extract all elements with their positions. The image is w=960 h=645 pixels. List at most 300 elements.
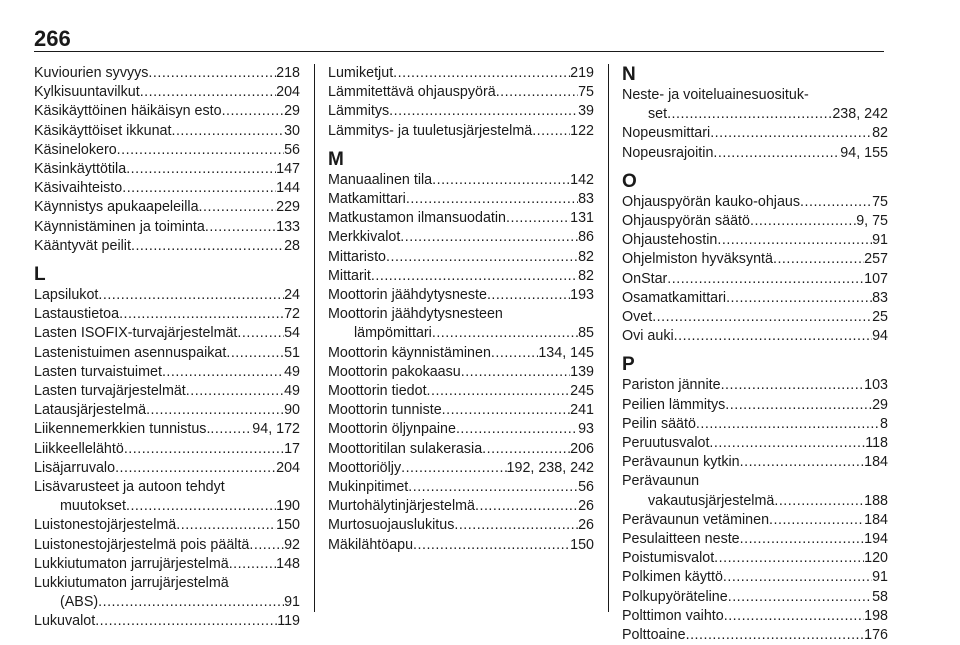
index-entry <box>622 453 888 472</box>
index-entry-line <box>622 376 888 395</box>
index-entry-pages: 218 <box>276 65 300 81</box>
index-entry-pages: 133 <box>276 218 300 235</box>
dot-leader <box>724 607 864 626</box>
index-entry-line <box>622 472 888 491</box>
index-entry-line <box>328 102 594 121</box>
dot-leader <box>740 530 865 549</box>
index-entry <box>34 286 300 305</box>
index-entry-term: Liikkeellelähtö <box>34 440 124 457</box>
index-entry-pages: 25 <box>872 309 888 326</box>
index-entry-line <box>328 324 594 343</box>
index-entry-term: Käsikäyttöiset ikkunat <box>34 122 172 139</box>
dot-leader <box>124 440 284 459</box>
index-entry-pages: 150 <box>570 536 594 553</box>
dot-leader <box>726 289 872 308</box>
index-entry-pages: 49 <box>284 363 300 380</box>
dot-leader <box>750 212 856 231</box>
index-entry <box>328 344 594 363</box>
index-entry-term: Peilin säätö <box>622 415 696 432</box>
index-entry-line <box>328 516 594 535</box>
dot-leader <box>226 344 284 363</box>
index-entry <box>622 588 888 607</box>
dot-leader <box>710 124 872 143</box>
index-entry-line <box>622 511 888 530</box>
index-entry <box>622 270 888 289</box>
index-entry <box>328 209 594 228</box>
dot-leader <box>205 218 276 237</box>
dot-leader <box>432 171 570 190</box>
index-entry-term: set <box>648 106 668 123</box>
index-letter-heading: O <box>622 170 637 192</box>
dot-leader <box>386 248 578 267</box>
dot-leader <box>713 144 840 163</box>
dot-leader <box>98 286 284 305</box>
dot-leader <box>725 396 872 415</box>
index-entry-pages: 85 <box>578 325 594 342</box>
dot-leader <box>667 270 864 289</box>
index-entry-line <box>34 382 300 401</box>
index-letter-heading: L <box>34 264 46 286</box>
dot-leader <box>119 305 284 324</box>
index-entry-pages: 94 <box>872 328 888 345</box>
index-entry <box>34 218 300 237</box>
index-entry-line <box>328 420 594 439</box>
index-entry-line <box>34 198 300 217</box>
dot-leader <box>717 231 872 250</box>
index-entry-pages: 56 <box>284 141 300 158</box>
index-entry <box>622 472 888 510</box>
index-entry-line <box>622 124 888 143</box>
index-entry <box>328 516 594 535</box>
index-entry-line <box>34 286 300 305</box>
index-entry <box>34 420 300 439</box>
index-entry-pages: 219 <box>570 65 594 81</box>
index-entry-line <box>622 327 888 346</box>
index-entry-pages: 245 <box>570 383 594 400</box>
index-entry-pages: 142 <box>570 171 594 188</box>
index-entry-term: Lämmitys- ja tuuletusjärjestelmä <box>328 122 533 139</box>
index-entry-line <box>622 105 888 124</box>
index-entry-line <box>34 363 300 382</box>
column-separator <box>314 64 315 612</box>
index-entry <box>34 440 300 459</box>
dot-leader <box>773 250 864 269</box>
index-entry-line <box>34 440 300 459</box>
index-entry-line <box>622 530 888 549</box>
index-entry-term: Perävaunun kytkin <box>622 454 740 471</box>
dot-leader <box>148 64 276 83</box>
index-entry <box>622 434 888 453</box>
index-entry-term: Ovi auki <box>622 328 674 345</box>
index-entry-line <box>328 382 594 401</box>
index-entry <box>34 344 300 363</box>
index-entry-pages: 144 <box>276 180 300 197</box>
index-entry-term: Ohjauspyörän säätö <box>622 213 750 230</box>
index-entry <box>622 396 888 415</box>
index-entry <box>622 568 888 587</box>
index-entry <box>328 363 594 382</box>
dot-leader <box>406 190 578 209</box>
index-entry-line <box>34 574 300 593</box>
index-entry-pages: 139 <box>570 363 594 380</box>
index-entry-term: Osamatkamittari <box>622 289 727 306</box>
index-entry-line <box>622 308 888 327</box>
index-entry <box>34 102 300 121</box>
index-entry <box>622 376 888 395</box>
index-column-3 <box>622 64 888 645</box>
index-entry-term: Matkustamon ilmansuodatin <box>328 210 507 227</box>
index-entry-pages: 82 <box>578 248 594 265</box>
index-entry-term: Moottoritilan sulakerasia <box>328 440 483 457</box>
dot-leader <box>199 198 277 217</box>
index-entry-line <box>34 218 300 237</box>
dot-leader <box>475 497 578 516</box>
index-entry-line <box>328 363 594 382</box>
index-entry-line <box>328 64 594 83</box>
index-entry-line <box>622 434 888 453</box>
index-entry-line <box>328 459 594 478</box>
dot-leader <box>674 327 872 346</box>
index-entry <box>622 212 888 231</box>
index-entry-line <box>328 228 594 247</box>
index-entry-term: Perävaunun vetäminen <box>622 511 770 528</box>
index-entry-line <box>34 141 300 160</box>
index-entry-pages: 176 <box>864 627 888 644</box>
index-entry-term: Mukinpitimet <box>328 479 409 496</box>
index-entry-line <box>34 179 300 198</box>
index-entry-line <box>34 459 300 478</box>
index-entry-term: Moottorin jäähdytysnesteen <box>328 306 503 323</box>
index-entry-term: Luistonestojärjestelmä pois päältä <box>34 536 250 553</box>
index-entry-term: Kylkisuuntavilkut <box>34 84 140 101</box>
index-entry-term: Moottorin öljynpaine <box>328 421 456 438</box>
dot-leader <box>413 536 570 555</box>
index-entry <box>34 401 300 420</box>
index-entry-pages: 148 <box>276 555 300 572</box>
index-entry-line <box>622 144 888 163</box>
index-entry-term: Lämmitys <box>328 103 390 120</box>
dot-leader <box>496 83 578 102</box>
index-entry <box>622 193 888 212</box>
index-entry-term: Matkamittari <box>328 191 406 208</box>
index-entry-line <box>34 237 300 256</box>
dot-leader <box>723 568 872 587</box>
index-letter-heading: N <box>622 64 636 85</box>
index-entry <box>34 122 300 141</box>
dot-leader <box>491 344 538 363</box>
index-entry-line <box>622 607 888 626</box>
dot-leader <box>117 141 284 160</box>
index-entry-term: Käsivaihteisto <box>34 180 123 197</box>
index-entry-pages: 118 <box>865 435 888 452</box>
index-entry-pages: 26 <box>578 517 594 534</box>
index-entry-line <box>34 478 300 497</box>
index-entry-pages: 257 <box>864 251 888 268</box>
dot-leader <box>122 179 276 198</box>
dot-leader <box>126 160 276 179</box>
index-entry-pages: 17 <box>284 440 300 457</box>
index-entry-pages: 238, 242 <box>832 106 888 123</box>
index-entry <box>328 305 594 343</box>
index-entry <box>34 382 300 401</box>
index-entry-pages: 75 <box>872 193 888 210</box>
index-column-1 <box>34 64 300 632</box>
index-entry-pages: 147 <box>276 161 300 178</box>
index-entry-term: Moottorin jäähdytysneste <box>328 287 487 304</box>
index-entry-pages: 193 <box>570 287 594 304</box>
index-entry-pages: 58 <box>872 588 888 605</box>
index-entry <box>34 141 300 160</box>
index-entry-pages: 204 <box>276 84 300 101</box>
index-entry <box>328 440 594 459</box>
index-entry <box>34 574 300 612</box>
index-letter-heading: M <box>328 148 344 170</box>
index-entry-pages: 9, 75 <box>856 213 888 230</box>
dot-leader <box>432 324 578 343</box>
index-entry <box>622 511 888 530</box>
index-entry-pages: 75 <box>578 84 594 101</box>
index-entry <box>622 415 888 434</box>
index-entry-term: Käsinkäyttötila <box>34 161 127 178</box>
index-entry-pages: 82 <box>578 267 594 284</box>
index-entry-line <box>328 190 594 209</box>
index-entry-pages: 94, 155 <box>840 144 888 161</box>
index-entry-pages: 51 <box>284 344 300 361</box>
index-entry-term: lämpömittari <box>354 325 432 342</box>
index-entry-term: Nopeusrajoitin <box>622 144 714 161</box>
index-entry <box>328 536 594 555</box>
dot-leader <box>126 497 276 516</box>
index-entry-term: Moottoriöljy <box>328 459 402 476</box>
index-entry-pages: 184 <box>864 511 888 528</box>
index-entry <box>622 250 888 269</box>
index-entry-line <box>34 516 300 535</box>
index-entry-line <box>328 440 594 459</box>
index-entry-term: Peruutusvalot <box>622 435 710 452</box>
index-entry <box>34 536 300 555</box>
index-entry-line <box>622 270 888 289</box>
index-entry-pages: 92 <box>284 536 300 553</box>
index-entry <box>622 144 888 163</box>
index-entry <box>622 549 888 568</box>
index-entry <box>328 122 594 141</box>
index-entry-line <box>622 568 888 587</box>
dot-leader <box>210 420 252 439</box>
index-entry-term: Moottorin tunniste <box>328 402 442 419</box>
index-entry-line <box>34 83 300 102</box>
index-entry-term: Lisävarusteet ja autoon tehdyt <box>34 479 225 496</box>
index-entry-pages: 184 <box>864 454 888 471</box>
index-entry-pages: 206 <box>570 440 594 457</box>
index-entry <box>622 308 888 327</box>
index-entry-line <box>328 248 594 267</box>
index-entry-line <box>622 415 888 434</box>
index-entry <box>328 286 594 305</box>
index-entry-term: Neste- ja voiteluainesuosituk- <box>622 87 809 103</box>
index-entry <box>622 626 888 645</box>
index-entry-line <box>34 497 300 516</box>
index-entry-term: Liikennemerkkien tunnistus. <box>34 421 211 438</box>
index-entry-line <box>328 344 594 363</box>
index-entry-term: Ohjelmiston hyväksyntä <box>622 251 773 268</box>
index-entry-term: Lasten turvaistuimet <box>34 363 162 380</box>
index-entry-line <box>328 305 594 324</box>
index-entry-line <box>328 209 594 228</box>
index-entry-term: Käynnistäminen ja toiminta <box>34 218 205 235</box>
index-entry-term: Lastenistuimen asennuspaikat <box>34 344 227 361</box>
index-entry-line <box>622 289 888 308</box>
dot-leader <box>686 626 865 645</box>
index-entry-line <box>328 536 594 555</box>
index-entry <box>622 86 888 124</box>
index-entry-line <box>328 171 594 190</box>
index-entry-pages: 188 <box>864 492 888 509</box>
index-entry-pages: 26 <box>578 498 594 515</box>
index-entry-line <box>34 324 300 343</box>
index-entry-line <box>622 250 888 269</box>
index-entry-line <box>622 86 888 105</box>
index-entry-pages: 72 <box>284 306 300 323</box>
dot-leader <box>98 593 284 612</box>
dot-leader <box>721 376 865 395</box>
index-entry-term: Nopeusmittari <box>622 125 711 142</box>
index-entry-line <box>34 593 300 612</box>
index-entry-line <box>622 396 888 415</box>
index-entry-pages: 120 <box>864 550 888 567</box>
index-entry-line <box>328 122 594 141</box>
index-entry <box>34 555 300 574</box>
dot-leader <box>532 122 570 141</box>
index-entry-pages: 204 <box>276 459 300 476</box>
index-entry <box>34 64 300 83</box>
page-number: 266 <box>34 26 71 51</box>
dot-leader <box>389 102 578 121</box>
index-entry-term: Ohjaustehostin <box>622 232 718 249</box>
index-entry-term: Manuaalinen tila <box>328 171 433 188</box>
dot-leader <box>482 440 570 459</box>
dot-leader <box>171 122 284 141</box>
index-entry-pages: 194 <box>864 531 888 548</box>
index-entry <box>622 530 888 549</box>
index-entry-pages: 82 <box>872 125 888 142</box>
index-entry-term: muutokset <box>60 498 126 515</box>
dot-leader <box>371 267 578 286</box>
index-entry <box>34 179 300 198</box>
index-entry <box>622 289 888 308</box>
column-separator <box>608 64 609 612</box>
index-letter-heading: P <box>622 354 635 376</box>
dot-leader <box>714 549 864 568</box>
index-entry-line <box>328 497 594 516</box>
dot-leader <box>408 478 578 497</box>
dot-leader <box>401 459 506 478</box>
index-entry-term: Peilien lämmitys <box>622 396 726 413</box>
index-entry <box>34 478 300 516</box>
header-rule <box>34 51 884 52</box>
index-entry <box>622 231 888 250</box>
index-entry-pages: 83 <box>872 289 888 306</box>
index-entry-pages: 28 <box>284 237 300 254</box>
index-entry-pages: 30 <box>284 122 300 139</box>
index-entry-line <box>34 122 300 141</box>
index-entry-pages: 83 <box>578 191 594 208</box>
index-entry-line <box>622 212 888 231</box>
index-entry-line <box>622 193 888 212</box>
index-entry <box>34 198 300 217</box>
dot-leader <box>442 401 570 420</box>
index-entry-term: Polkupyöräteline <box>622 588 728 605</box>
index-entry-term: Moottorin pakokaasu <box>328 363 461 380</box>
dot-leader <box>454 516 578 535</box>
index-entry-line <box>328 267 594 286</box>
index-entry-pages: 134, 145 <box>538 344 594 361</box>
index-entry-pages: 190 <box>276 498 300 515</box>
index-entry-pages: 29 <box>284 103 300 120</box>
index-entry-line <box>34 420 300 439</box>
index-entry <box>328 478 594 497</box>
index-entry-line <box>622 549 888 568</box>
index-entry <box>622 607 888 626</box>
index-entry-term: Merkkivalot <box>328 229 401 246</box>
index-entry-term: Moottorin tiedot <box>328 383 427 400</box>
index-entry-pages: 39 <box>578 103 594 120</box>
index-entry-term: Moottorin käynnistäminen <box>328 344 491 361</box>
index-entry-pages: 56 <box>578 479 594 496</box>
index-entry-line <box>34 536 300 555</box>
index-entry <box>328 248 594 267</box>
index-entry-pages: 90 <box>284 402 300 419</box>
index-entry-pages: 150 <box>276 517 300 534</box>
index-entry-term: Luistonestojärjestelmä <box>34 517 177 534</box>
index-entry-pages: 91 <box>872 569 888 586</box>
dot-leader <box>427 382 571 401</box>
dot-leader <box>229 555 276 574</box>
index-entry-term: Lasten turvajärjestelmät <box>34 383 186 400</box>
index-entry-line <box>622 492 888 511</box>
index-entry <box>34 324 300 343</box>
index-entry-pages: 198 <box>864 607 888 624</box>
index-entry <box>328 64 594 83</box>
index-entry-pages: 229 <box>276 199 300 216</box>
index-entry-term: Pariston jännite <box>622 377 721 394</box>
dot-leader <box>774 492 864 511</box>
index-entry-pages: 107 <box>864 270 888 287</box>
index-entry-term: Mittarit <box>328 267 371 284</box>
index-entry-line <box>622 626 888 645</box>
index-entry <box>328 228 594 247</box>
index-entry-term: Poistumisvalot <box>622 550 715 567</box>
index-entry-term: Murtohälytinjärjestelmä <box>328 498 475 515</box>
dot-leader <box>696 415 880 434</box>
index-entry <box>34 83 300 102</box>
index-entry-term: Käynnistys apukaapeleilla <box>34 199 199 216</box>
index-entry-line <box>34 344 300 363</box>
dot-leader <box>487 286 570 305</box>
index-entry-term: Ovet <box>622 309 653 326</box>
index-entry <box>34 363 300 382</box>
index-entry-pages: 122 <box>570 122 594 139</box>
index-entry-pages: 54 <box>284 325 300 342</box>
dot-leader <box>769 511 864 530</box>
index-entry <box>328 190 594 209</box>
index-entry-line <box>34 555 300 574</box>
index-entry-term: Lämmitettävä ohjauspyörä <box>328 84 496 101</box>
index-entry-term: Polkimen käyttö <box>622 569 723 586</box>
index-entry-pages: 192, 238, 242 <box>506 459 594 476</box>
index-entry <box>34 160 300 179</box>
index-entry-term: Lasten ISOFIX-turvajärjestelmät <box>34 325 238 342</box>
index-entry <box>328 83 594 102</box>
